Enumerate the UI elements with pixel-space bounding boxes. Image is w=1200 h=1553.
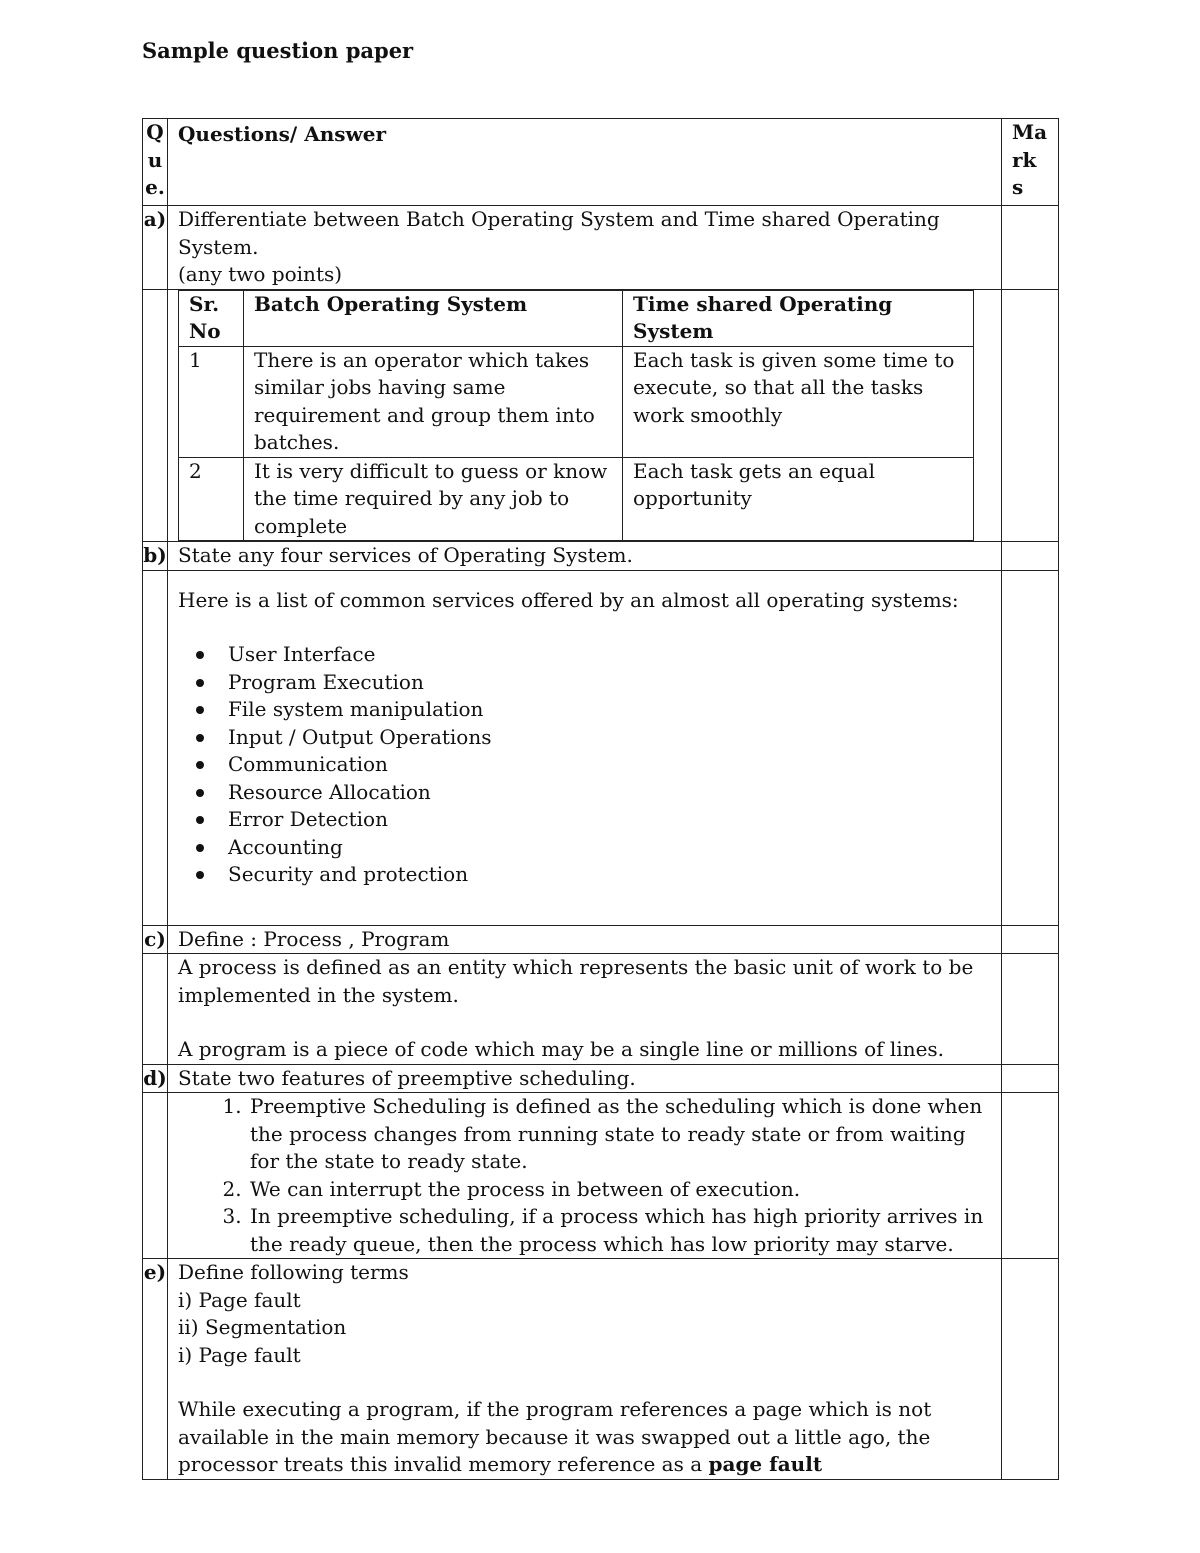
question-number (143, 1093, 168, 1259)
question-text: Differentiate between Batch Operating System and Time shared Operating System. (178, 207, 940, 259)
answer-d-row (143, 1093, 1059, 1259)
list-item: File system manipulation (228, 696, 991, 724)
question-number: e) (143, 1259, 168, 1480)
list-item: Error Detection (228, 806, 991, 834)
question-e-cell (168, 1259, 1002, 1480)
marks-cell (1002, 1064, 1059, 1093)
features-list (178, 1093, 991, 1258)
answer-b-row (143, 570, 1059, 925)
comparison-cell: Each task is given some time to execute, so that all the tasks work smoothly (623, 346, 974, 457)
question-table (142, 118, 1059, 1480)
comparison-header-row (179, 290, 974, 346)
answer-text: A program is a piece of code which may be a single line or millions of lines. (178, 1037, 945, 1061)
comparison-cell: 2 (179, 457, 244, 541)
question-number: d) (143, 1064, 168, 1093)
comparison-header: Time shared Operating System (623, 290, 974, 346)
que-header-line: Q (146, 120, 164, 144)
marks-cell (1002, 289, 1059, 542)
question-c-row (143, 925, 1059, 954)
que-header-line: e. (145, 175, 165, 199)
question-e-row (143, 1259, 1059, 1480)
questions-header: Questions/ Answer (168, 119, 1002, 206)
que-header (143, 119, 168, 206)
answer-text (178, 1396, 991, 1479)
page-title: Sample question paper (142, 38, 414, 63)
question-text: State two features of preemptive scheduling. (168, 1064, 1002, 1093)
que-header-line: u (147, 147, 163, 172)
answer-text-main: While executing a program, if the program references a page which is not available in the main memory because it was swapped out a little ago, the processor treats this invalid memory reference as a (178, 1397, 932, 1476)
answer-a-cell (168, 289, 1002, 542)
list-item: Accounting (228, 834, 991, 862)
comparison-cell: Each task gets an equal opportunity (623, 457, 974, 541)
comparison-row (179, 457, 974, 541)
answer-a-row (143, 289, 1059, 542)
question-number: c) (143, 925, 168, 954)
marks-header-line: Ma (1012, 120, 1048, 144)
list-item: Resource Allocation (228, 779, 991, 807)
question-number (143, 289, 168, 542)
list-item: 1. Preemptive Scheduling is defined as the scheduling which is done when the process changes from running state to ready state or from waiting for the state to ready state. (248, 1093, 991, 1176)
answer-intro: Here is a list of common services offered by an almost all operating systems: (178, 587, 959, 612)
comparison-header: Sr. No (179, 290, 244, 346)
question-number: a) (143, 206, 168, 290)
list-item: Security and protection (228, 861, 991, 889)
comparison-row (179, 346, 974, 457)
marks-cell (1002, 954, 1059, 1065)
marks-cell (1002, 542, 1059, 571)
list-item: 3. In preemptive scheduling, if a process which has high priority arrives in the ready queue, then the process which has low priority may starve. (248, 1203, 991, 1258)
comparison-table (178, 290, 974, 542)
marks-cell (1002, 206, 1059, 290)
marks-cell (1002, 1093, 1059, 1259)
answer-text-bold: page fault (708, 1452, 823, 1476)
question-a-text (168, 206, 1002, 290)
question-text: State any four services of Operating System. (168, 542, 1002, 571)
answer-c-row (143, 954, 1059, 1065)
term-item: ii) Segmentation (178, 1315, 347, 1339)
comparison-cell: 1 (179, 346, 244, 457)
question-text: Define : Process , Program (168, 925, 1002, 954)
question-number (143, 954, 168, 1065)
marks-cell (1002, 1259, 1059, 1480)
answer-text: A process is defined as an entity which represents the basic unit of work to be implemented in the system. (178, 955, 974, 1007)
term-item: i) Page fault (178, 1342, 301, 1367)
comparison-cell: It is very difficult to guess or know the time required by any job to complete (244, 457, 623, 541)
list-item: Input / Output Operations (228, 724, 991, 752)
comparison-header: Batch Operating System (244, 290, 623, 346)
question-number: b) (143, 542, 168, 571)
marks-header-line: rk (1012, 147, 1037, 172)
question-a-row (143, 206, 1059, 290)
question-text: Define following terms (178, 1260, 409, 1284)
list-item: Communication (228, 751, 991, 779)
list-item: 2. We can interrupt the process in between of execution. (248, 1176, 991, 1204)
list-item: Program Execution (228, 669, 991, 697)
marks-header-line: s (1012, 175, 1024, 199)
comparison-cell: There is an operator which takes similar jobs having same requirement and group them into batches. (244, 346, 623, 457)
question-d-row (143, 1064, 1059, 1093)
services-list (178, 641, 991, 889)
question-number (143, 570, 168, 925)
question-b-row (143, 542, 1059, 571)
marks-cell (1002, 925, 1059, 954)
term-item: i) Page fault (178, 1287, 301, 1312)
marks-header (1002, 119, 1059, 206)
answer-d-cell (168, 1093, 1002, 1259)
answer-c-cell (168, 954, 1002, 1065)
list-item: User Interface (228, 641, 991, 669)
marks-cell (1002, 570, 1059, 925)
header-row (143, 119, 1059, 206)
answer-b-cell (168, 570, 1002, 925)
question-note: (any two points) (178, 262, 343, 286)
